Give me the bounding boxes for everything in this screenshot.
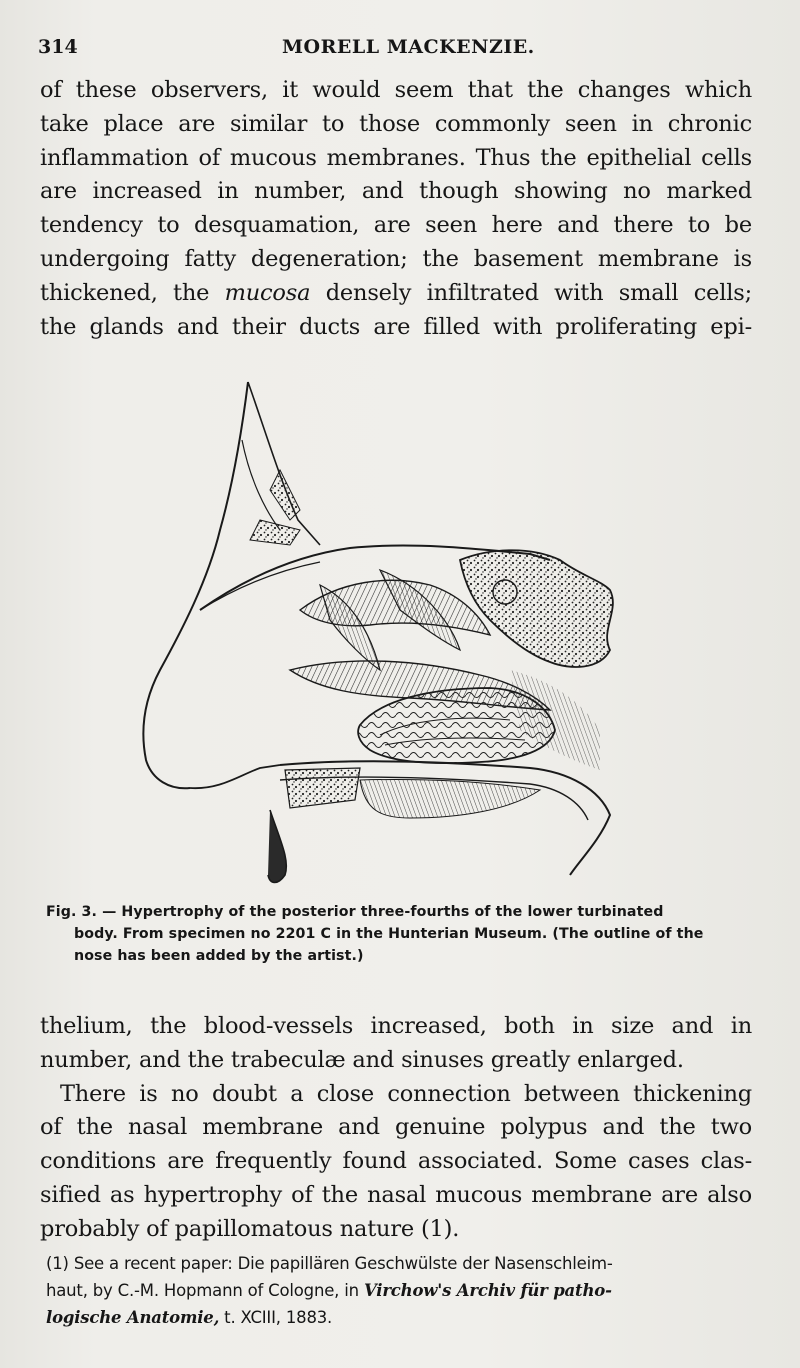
caption-line (46, 901, 758, 923)
running-title: MORELL MACKENZIE. (282, 36, 535, 58)
text-line (40, 277, 752, 311)
running-head (38, 36, 740, 66)
text-line: conditions are frequently found associated. Some cases clas- (40, 1148, 752, 1175)
body-text-bottom (40, 1010, 752, 1247)
text-line: probably of papillomatous nature (1). (40, 1215, 460, 1242)
journal-title: Virchow's Archiv für patho- (363, 1281, 612, 1300)
caption-text: — Hypertrophy of the posterior three-fourths of the lower turbinated (102, 904, 664, 920)
text-line: of the nasal membrane and genuine polypus and the two (40, 1114, 752, 1141)
page-number: 314 (38, 36, 78, 58)
nasal-section-engraving (130, 370, 670, 900)
footnote (46, 1250, 760, 1331)
footnote-line (46, 1304, 760, 1331)
figure-caption (46, 901, 758, 967)
text-segment: t. XCIII, 1883. (219, 1308, 333, 1327)
text-line: are increased in number, and though showing no marked (40, 178, 752, 205)
text-line: of these observers, it would seem that the changes which (40, 77, 752, 103)
text-line: inflammation of mucous membranes. Thus the epithelial cells (40, 144, 752, 171)
body-text-top (40, 74, 752, 344)
text-line: the glands and their ducts are filled with proliferating epi- (40, 313, 752, 340)
bleed-through-decoration (60, 420, 66, 444)
figure-label: Fig. 3. (46, 904, 98, 920)
caption-line: body. From specimen no 2201 C in the Hunterian Museum. (The outline of the (74, 926, 704, 942)
text-line: thelium, the blood-vessels increased, both in size and in (40, 1013, 752, 1039)
footnote-line: (1) See a recent paper: Die papillären Geschwülste der Nasenschleim- (46, 1254, 613, 1273)
text-segment: thickened, the (40, 279, 225, 306)
text-line: undergoing fatty degeneration; the basement membrane is (40, 245, 752, 272)
text-line: tendency to desquamation, are seen here and there to be (40, 212, 752, 239)
text-segment: haut, by C.-M. Hopmann of Cologne, in (46, 1281, 364, 1300)
text-line: take place are similar to those commonly seen in chronic (40, 110, 752, 137)
footnote-line (46, 1277, 760, 1304)
text-line: sified as hypertrophy of the nasal mucous membrane are also (40, 1181, 752, 1208)
text-line: number, and the trabeculæ and sinuses greatly enlarged. (40, 1046, 684, 1073)
text-segment: densely infiltrated with small cells; (310, 279, 752, 306)
journal-title: logische Anatomie, (46, 1308, 220, 1327)
caption-line: nose has been added by the artist.) (74, 948, 364, 964)
italic-term: mucosa (224, 279, 311, 306)
text-line: There is no doubt a close connection between thickening (60, 1080, 752, 1107)
